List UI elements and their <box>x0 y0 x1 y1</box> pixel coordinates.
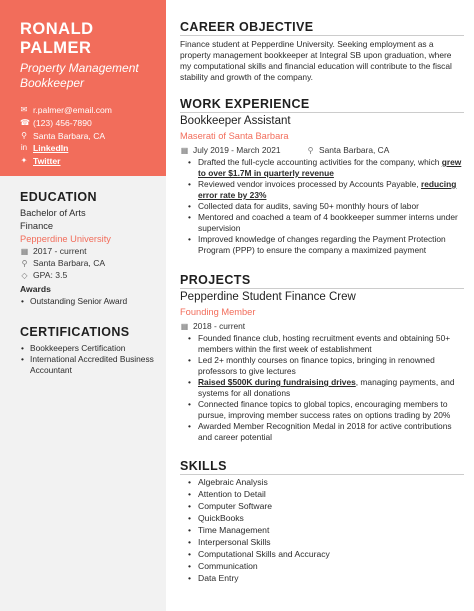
certifications-heading: CERTIFICATIONS <box>20 325 130 339</box>
linkedin-link[interactable]: LinkedIn <box>33 143 69 153</box>
skill-item: • Algebraic Analysis <box>188 477 268 488</box>
objective-heading: CAREER OBJECTIVE <box>180 20 314 34</box>
skill-item: • Attention to Detail <box>188 489 266 500</box>
project-bullet-highlight: Raised $500K during fundraising drives <box>198 377 356 387</box>
role-line-1: Property Management <box>20 61 139 75</box>
job-bullet-text: Drafted the full-cycle accounting activities for the company, which <box>198 157 442 167</box>
job-bullet-highlight: reducing error rate by 23% <box>198 179 457 200</box>
job-dates-text: July 2019 - March 2021 <box>193 145 281 155</box>
job-title: Bookkeeper Assistant <box>180 115 291 127</box>
job-bullet: • Improved knowledge of changes regarding the Payment Protection Program (PPP) to ensure the company a maximized payment <box>188 234 464 256</box>
header-block <box>0 0 166 176</box>
location-icon: ⚲ <box>21 259 28 268</box>
twitter-icon: ✦ <box>20 156 28 165</box>
project-bullet: • Founded finance club, hosting recruitment events and obtaining 50+ members within the first week of establishment <box>188 333 464 355</box>
phone-text: (123) 456-7890 <box>33 118 92 128</box>
job-bullet: • Mentored and coached a team of 4 bookkeeper summer interns under supervision <box>188 212 464 234</box>
name-line-2: PALMER <box>20 39 92 57</box>
project-bullet-text: , managing payments, and systems for all donations <box>198 377 455 398</box>
objective-text: Finance student at Pepperdine University. Seeking employment as a property management bookkeeper at Integral SB upon graduation, where my computational skills and financial education will contribute to the fiscal stability and growth of the company. <box>180 39 452 82</box>
awards-heading: Awards <box>20 284 51 294</box>
gpa-icon: ◇ <box>21 271 28 280</box>
job-location <box>306 145 389 155</box>
experience-divider <box>180 112 464 113</box>
education-degree: Bachelor of Arts <box>20 208 86 218</box>
location-icon: ⚲ <box>21 131 27 140</box>
name-line-1: RONALD <box>20 20 94 38</box>
calendar-icon: ▦ <box>180 321 189 331</box>
job-bullet-text: Reviewed vendor invoices processed by Accounts Payable, <box>198 179 421 189</box>
skill-item: • Computer Software <box>188 501 272 512</box>
project-bullet: • Awarded Member Recognition Medal in 2018 for active contributions and career potential <box>188 421 464 443</box>
job-bullet-highlight: grew to over $1.7M in quarterly revenue <box>198 157 462 178</box>
objective-divider <box>180 35 464 36</box>
certification-item: • Bookkeepers Certification <box>20 343 160 354</box>
calendar-icon: ▦ <box>20 247 29 256</box>
contact-twitter[interactable] <box>20 155 61 167</box>
project-bullet <box>188 377 464 399</box>
education-heading: EDUCATION <box>20 190 97 204</box>
job-dates <box>180 145 281 155</box>
project-dates-text: 2018 - current <box>193 321 246 331</box>
location-icon: ⚲ <box>307 145 314 155</box>
candidate-name <box>20 20 94 58</box>
skill-item: • Interpersonal Skills <box>188 537 271 548</box>
skill-item: • Data Entry <box>188 573 239 584</box>
education-school: Pepperdine University <box>20 234 111 244</box>
projects-divider <box>180 288 464 289</box>
job-bullet <box>188 157 464 179</box>
education-dates <box>20 246 87 257</box>
project-bullet: • Connected finance topics to global topics, encouraging members to pursue, improving member success rates on options trading by 20% <box>188 399 464 421</box>
project-dates <box>180 321 245 331</box>
education-gpa <box>20 270 67 281</box>
job-company: Maserati of Santa Barbara <box>180 131 289 141</box>
education-location-text: Santa Barbara, CA <box>33 258 106 268</box>
email-icon: ✉ <box>20 105 28 114</box>
candidate-role <box>20 61 139 91</box>
project-bullet: • Led 2+ monthly courses on finance topics, bringing in renowned professors to give lectures <box>188 355 464 377</box>
education-dates-text: 2017 - current <box>33 246 87 256</box>
projects-heading: PROJECTS <box>180 273 251 287</box>
role-line-2: Bookkeeper <box>20 76 85 90</box>
skills-heading: SKILLS <box>180 459 227 473</box>
skill-item: • QuickBooks <box>188 513 244 524</box>
skill-item: • Computational Skills and Accuracy <box>188 549 330 560</box>
education-location <box>20 258 105 269</box>
project-title: Pepperdine Student Finance Crew <box>180 291 356 303</box>
award-item: • Outstanding Senior Award <box>20 296 160 307</box>
certification-item: • International Accredited Business Accountant <box>20 354 160 376</box>
skill-item: • Communication <box>188 561 258 572</box>
contact-linkedin[interactable] <box>20 142 68 154</box>
experience-heading: WORK EXPERIENCE <box>180 97 310 111</box>
job-bullet <box>188 179 464 201</box>
location-text: Santa Barbara, CA <box>33 131 106 141</box>
skill-item: • Time Management <box>188 525 269 536</box>
contact-location <box>20 130 105 142</box>
education-gpa-text: GPA: 3.5 <box>33 270 68 280</box>
project-role: Founding Member <box>180 307 256 317</box>
phone-icon: ☎ <box>20 118 30 127</box>
job-location-text: Santa Barbara, CA <box>319 145 390 155</box>
job-bullet: • Collected data for audits, saving 50+ monthly hours of labor <box>188 201 464 212</box>
contact-phone[interactable] <box>20 117 92 129</box>
twitter-link[interactable]: Twitter <box>33 156 61 166</box>
skills-divider <box>180 474 464 475</box>
linkedin-icon: in <box>20 143 28 152</box>
calendar-icon: ▦ <box>180 145 189 155</box>
email-text: r.palmer@email.com <box>33 105 112 115</box>
education-field: Finance <box>20 221 54 231</box>
contact-email[interactable] <box>20 104 112 116</box>
